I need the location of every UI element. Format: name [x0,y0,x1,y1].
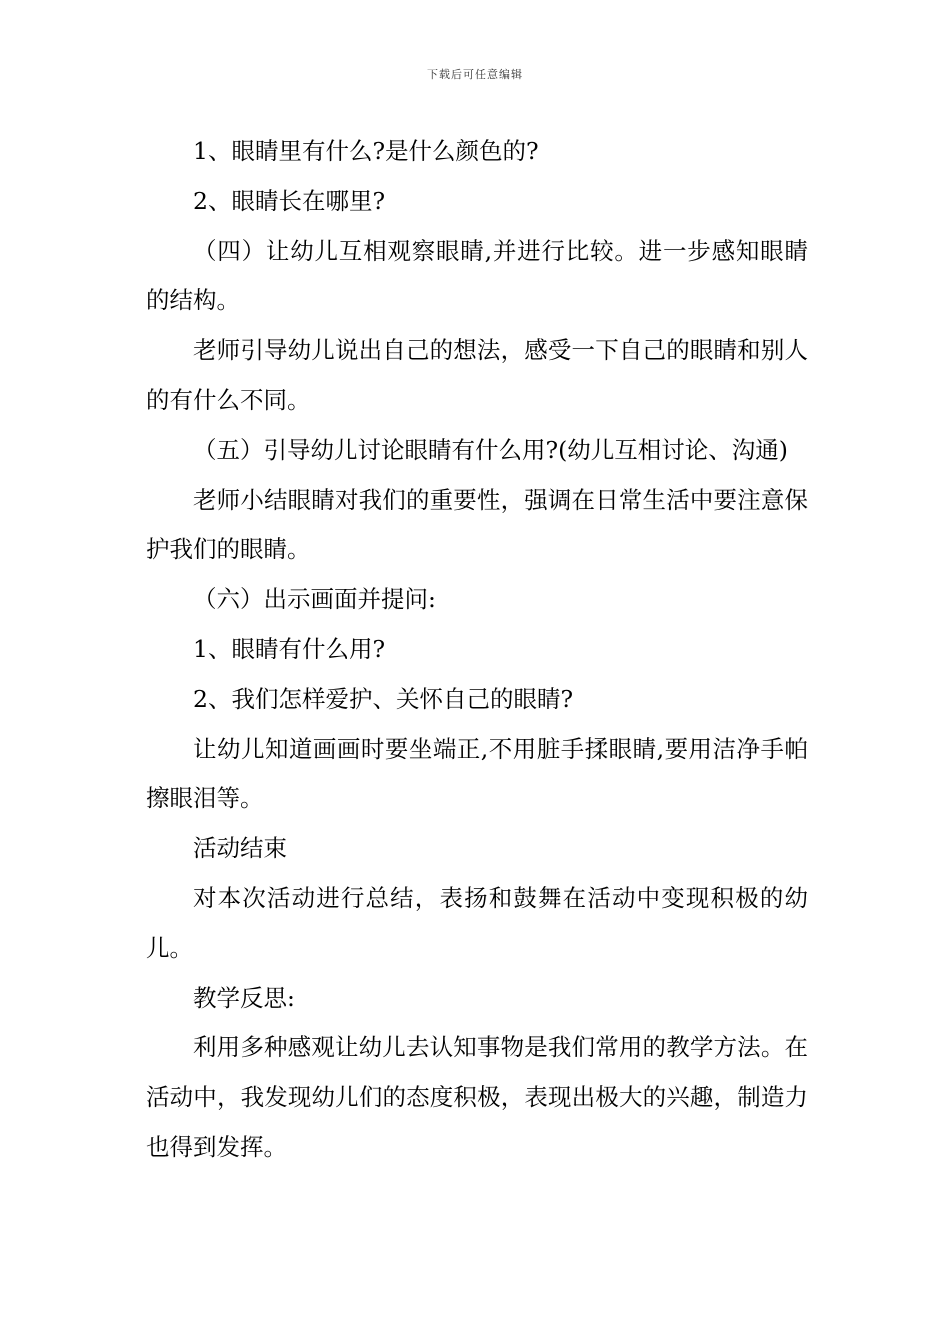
question-care-item: 2、我们怎样爱护、关怀自己的眼睛? [193,684,574,713]
eye-care-paragraph: 让幼儿知道画画时要坐端正,不用脏手揉眼睛,要用洁净手帕擦眼泪等。 [146,734,808,813]
reflection-paragraph: 利用多种感观让幼儿去认知事物是我们常用的教学方法。在活动中，我发现幼儿们的态度积极，表现出极大的兴趣，制造力也得到发挥。 [146,1033,808,1161]
question-item-1: 1、眼睛里有什么?是什么颜色的? [193,137,539,165]
section-five-paragraph: （五）引导幼儿讨论眼睛有什么用?(幼儿互相讨论、沟通) [193,435,788,464]
teacher-summary-paragraph: 老师小结眼睛对我们的重要性，强调在日常生活中要注意保护我们的眼睛。 [146,485,808,564]
section-four-paragraph: （四）让幼儿互相观察眼睛,并进行比较。进一步感知眼睛的结构。 [146,236,808,315]
page-header: 下载后可任意编辑 [427,68,523,81]
teacher-guide-paragraph: 老师引导幼儿说出自己的想法，感受一下自己的眼睛和别人的有什么不同。 [146,336,808,414]
question-use-item: 1、眼睛有什么用? [193,634,386,663]
activity-summary-paragraph: 对本次活动进行总结，表扬和鼓舞在活动中变现积极的幼儿。 [146,883,808,962]
activity-end-heading: 活动结束 [193,834,287,863]
document-body [146,127,808,1173]
reflection-heading: 教学反思: [193,983,295,1012]
question-item-2: 2、眼睛长在哪里? [193,186,386,215]
section-six-paragraph: （六）出示画面并提问: [193,585,436,614]
